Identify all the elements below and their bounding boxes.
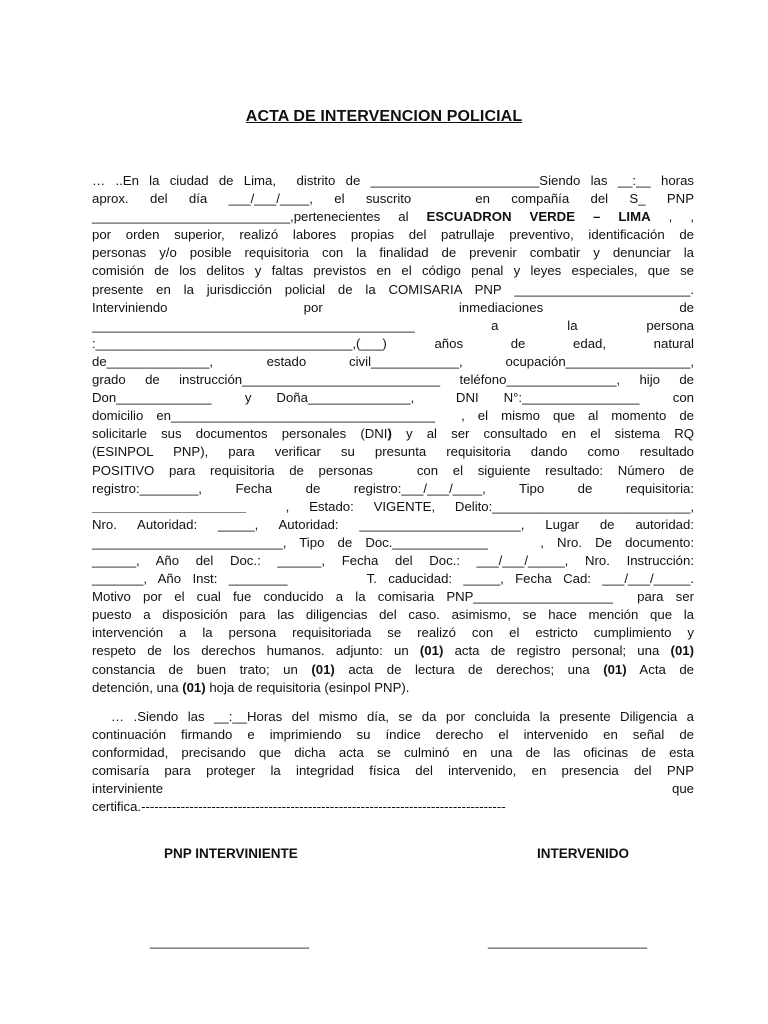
text-run: acta de registro personal; una: [443, 643, 671, 659]
text-line: [92, 462, 694, 480]
text-run: detención, una: [92, 679, 183, 695]
text-run: Acta de: [626, 661, 694, 677]
text-line: [92, 190, 694, 208]
text-line: [92, 480, 694, 498]
text-run: intervención a la persona requisitoriada se realizó con el estricto cumplimiento y: [92, 625, 694, 641]
text-line: [92, 244, 694, 262]
text-run: comisaría para proteger la integridad física del intervenido, en presencia del PNP: [92, 763, 694, 779]
text-run: continuación firmando e imprimiendo su índice derecho el intervenido en señal de: [92, 727, 694, 743]
text-line: [92, 281, 694, 299]
text-line: [92, 335, 694, 353]
text-run: solicitarle sus documentos personales (DNI: [92, 426, 388, 442]
body-paragraph-2: [92, 708, 694, 817]
text-run: :___________________________________,(___) años de edad, natural: [92, 335, 694, 351]
text-line: [92, 389, 694, 407]
text-line: [92, 172, 694, 190]
text-run: POSITIVO para requisitoria de personas con el siguiente resultado: Número de: [92, 462, 694, 478]
text-run: _______, Año Inst: ________ T. caducidad: _____, Fecha Cad: ___/___/_____.: [92, 571, 694, 587]
bold-text: _____________________: [92, 498, 247, 514]
text-line: [92, 534, 694, 552]
text-line: [92, 661, 694, 679]
text-run: respeto de los derechos humanos. adjunto: un: [92, 643, 420, 659]
text-run: __________________________, Tipo de Doc._____________ , Nro. De documento:: [92, 534, 694, 550]
text-line: [92, 317, 694, 335]
text-line: [92, 208, 694, 226]
bold-text: (01): [182, 679, 206, 695]
text-run: de______________, estado civil____________, ocupación_________________,: [92, 353, 694, 369]
text-run: , Estado: VIGENTE, Delito:___________________________,: [246, 498, 694, 514]
text-line: [92, 798, 694, 816]
text-run: y al ser consultado en el sistema RQ: [391, 426, 694, 442]
bold-text: (01): [670, 643, 694, 659]
text-run: conformidad, precisando que dicha acta se culminó en una de las oficinas de esta: [92, 745, 694, 761]
text-line: [92, 642, 694, 660]
text-run: , ,: [650, 209, 695, 225]
text-run: (ESINPOL PNP), para verificar su presunta requisitoria dando como resultado: [92, 444, 694, 460]
text-line: [92, 498, 694, 516]
bold-text: (01): [603, 661, 627, 677]
text-line: [92, 708, 694, 726]
text-line: [92, 744, 694, 762]
text-line: [92, 588, 694, 606]
text-line: [92, 262, 694, 280]
text-run: hoja de requisitoria (esinpol PNP).: [205, 679, 410, 695]
text-line: [92, 552, 694, 570]
text-run: certifica.-----------------------------------------------------------------------------------: [92, 799, 506, 815]
signature-label-pnp: PNP INTERVINIENTE: [164, 846, 298, 861]
text-run: interviniente que: [92, 781, 694, 797]
text-run: Interviniendo por inmediaciones de: [92, 299, 694, 315]
text-run: … .Siendo las __:__Horas del mismo día, se da por concluida la presente Diligencia a: [92, 709, 695, 724]
text-line: [92, 425, 694, 443]
text-run: presente en la jurisdicción policial de la COMISARIA PNP ________________________.: [92, 281, 694, 297]
text-run: personas y/o posible requisitoria con la finalidad de prevenir combatir y denunciar la: [92, 245, 694, 261]
text-line: [92, 371, 694, 389]
text-run: Motivo por el cual fue conducido a la comisaria PNP___________________ para ser: [92, 589, 694, 605]
text-run: puesto a disposición para las diligencias del caso. asimismo, se hace mención que la: [92, 607, 694, 623]
document-title: ACTA DE INTERVENCION POLICIAL: [245, 108, 523, 125]
bold-text: ): [387, 426, 392, 442]
text-run: por orden superior, realizó labores propias del patrullaje preventivo, identificación de: [92, 227, 694, 243]
text-run: constancia de buen trato; un: [92, 661, 312, 677]
text-run: acta de lectura de derechos; una: [334, 661, 604, 677]
text-line: [92, 299, 694, 317]
signature-line-pnp: ______________________: [150, 934, 310, 949]
text-line: [92, 516, 694, 534]
signature-label-intervenido: INTERVENIDO: [537, 846, 630, 861]
text-line: [92, 226, 694, 244]
bold-text: (01): [311, 661, 335, 677]
text-line: [92, 762, 694, 780]
signature-line-intervenido: ______________________: [488, 934, 648, 949]
bold-text: (01): [419, 643, 444, 659]
text-run: ____________________________________________ a la persona: [92, 317, 694, 333]
text-line: [92, 570, 694, 588]
text-run: … ..En la ciudad de Lima, distrito de _______________________Siendo las __:__ horas: [92, 173, 694, 188]
text-line: [92, 606, 694, 624]
text-line: [92, 726, 694, 744]
bold-text: ESCUADRON VERDE – LIMA: [426, 209, 651, 225]
text-run: registro:________, Fecha de registro:___/___/____, Tipo de requisitoria:: [92, 480, 694, 496]
text-run: ___________________________,pertenecientes al: [92, 209, 427, 225]
text-run: aprox. del día ___/___/____, el suscrito en compañía del S_ PNP: [92, 191, 694, 207]
text-line: [92, 353, 694, 371]
text-line: [92, 443, 694, 461]
body-paragraph-1: [92, 172, 694, 697]
text-line: [92, 780, 694, 798]
text-run: ______, Año del Doc.: ______, Fecha del Doc.: ___/___/_____, Nro. Instrucción:: [92, 552, 694, 568]
text-line: [92, 624, 694, 642]
text-line: [92, 679, 694, 697]
text-run: comisión de los delitos y faltas previstos en el código penal y leyes especiales, que se: [92, 263, 694, 279]
text-run: Don_____________ y Doña______________, DNI N°:________________ con: [92, 390, 694, 406]
text-line: [92, 407, 694, 425]
text-run: Nro. Autoridad: _____, Autoridad: ______________________, Lugar de autoridad:: [92, 516, 694, 532]
text-run: grado de instrucción___________________________ teléfono_______________, hijo de: [92, 372, 694, 388]
text-run: domicilio en____________________________________ , el mismo que al momento de: [92, 408, 694, 424]
